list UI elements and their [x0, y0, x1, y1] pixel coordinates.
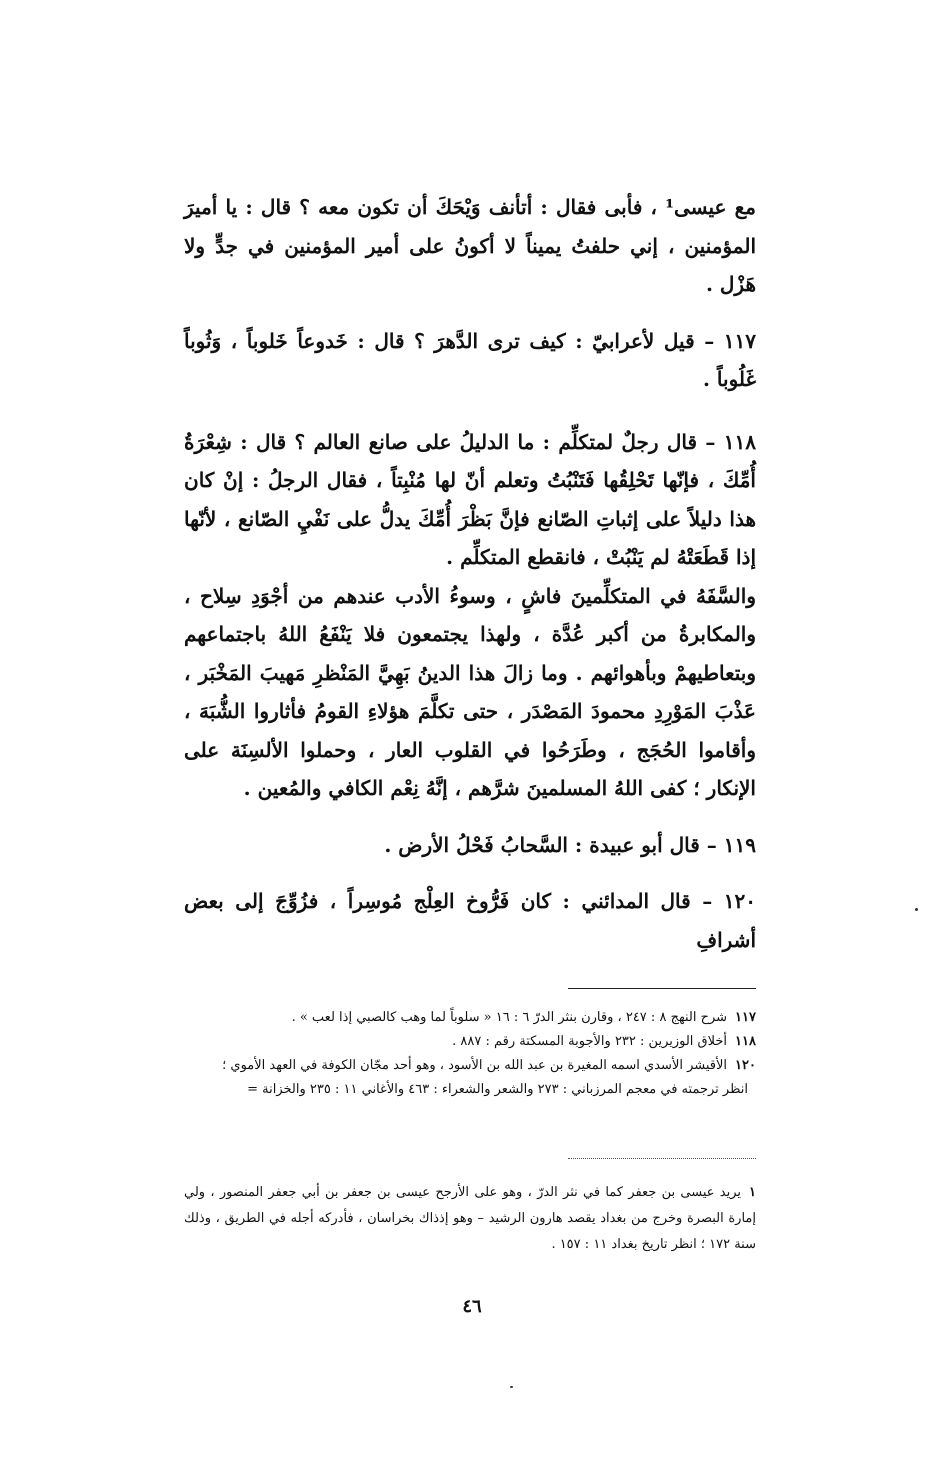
reference-line: ١٢٠الأقيشر الأسدي اسمه المغيرة بن عبد الله بن الأسود ، وهو أحد مجّان الكوفة في العهد الأموي ؛: [222, 1058, 756, 1073]
anecdote-number: ١١٨: [723, 429, 756, 454]
page-number: ٤٦: [462, 1296, 482, 1317]
footnote-divider: [568, 1158, 756, 1159]
anecdote-number: ١٢٠: [723, 889, 756, 913]
anecdote-120: [184, 882, 756, 959]
paragraph-continuation: مع عيسى¹ ، فأبى فقال : أتأنف وَيْحَكَ أن تكون معه ؟ قال : يا أميرَ المؤمنين ، إني حلفتُ يميناً لا أكونُ على أمير المؤمنين في جدٍّ ولا هَزْل .: [184, 195, 756, 296]
commentary-paragraph: والسَّفَهُ في المتكلِّمينَ فاشٍ ، وسوءُ الأدب عندهم من أجْوَدِ سِلاح ، والمكابرةُ من أكبر عُدَّة ، ولهذا يجتمعون فلا يَنْفَعُ اللهُ باجتماعهم وبتعاطيهمْ وبأهوائهم . وما زالَ هذا الدينُ بَهِيَّ المَنْظرِ مَهيبَ المَخْبَر ، عَذْبَ المَوْرِدِ محمودَ المَصْدَر ، حتى تكلَّمَ هؤلاءِ القومُ فأثاروا الشُّبَهَ ، وأقاموا الحُجَج ، وطَرَحُوا في القلوب العار ، وحملوا الألسِنَة على الإنكار ؛ كفى اللهُ المسلمينَ شرَّهم ، إنَّهُ نِعْم الكافي والمُعين .: [184, 583, 756, 800]
anecdote-118: [184, 423, 756, 577]
reference-line: ١١٧شرح النهج ٨ : ٢٤٧ ، وقارن بنثر الدرّ ٦ : ١٦ « سلوباً لما وهب كالصبي إذا لعب » .: [291, 1010, 756, 1025]
scan-speck: [510, 1386, 513, 1388]
scan-speck: [915, 908, 918, 911]
footnote: [184, 1180, 756, 1258]
references-divider: [568, 988, 756, 989]
anecdote-119: [184, 826, 756, 865]
anecdote-number: ١١٧: [723, 328, 756, 353]
footnote-text: يريد عيسى بن جعفر كما في نثر الدرّ ، وهو على الأرجح عيسى بن جعفر بن أبي جعفر المنصور ، ولي إمارة البصرة وخرج من بغداد يقصد هارون الرشيد – وهو إذذاك بخراسان ، فأدركه أجله في الطريق ، وذلك سنة ١٧٢ ؛ انظر تاريخ بغداد ١١ : ١٥٧ .: [184, 1185, 756, 1252]
anecdote-text: – قال رجلٌ لمتكلِّم : ما الدليلُ على صانع العالم ؟ قال : شِعْرَةُ أُمِّكَ ، فإنّها تَحْلِقُها فَتَنْبُتُ وتعلم أنّ لها مُنْبِتاً ، فقال الرجلُ : إنْ كان هذا دليلاً على إثباتِ الصّانع فإنَّ بَظْرَ أُمِّكَ يدلُّ على نَفْيِ الصّانع ، لأنّها إذا قَطَعَتْهُ لم يَنْبُتْ ، فانقطع المتكلِّم .: [184, 429, 756, 569]
anecdote-text: – قيل لأعرابيّ : كيف ترى الدَّهرَ ؟ قال : خَدوعاً خَلوباً ، وَثُوباً غَلُوباً .: [184, 328, 756, 391]
footnote-number: ١: [749, 1185, 756, 1200]
references-block: [184, 1006, 756, 1102]
anecdote-text: – قال أبو عبيدة : السَّحابُ فَحْلُ الأرض .: [384, 832, 717, 857]
anecdote-117: [184, 322, 756, 399]
anecdote-number: ١١٩: [723, 832, 756, 857]
anecdote-text: – قال المدائني : كان فَرُّوخ العِلْج مُوسِراً ، فزُوِّجَ إلى بعض أشرافِ: [184, 889, 756, 952]
reference-line: ١١٨أخلاق الوزيرين : ٢٣٢ والأجوبة المسكتة رقم : ٨٨٧ .: [452, 1034, 756, 1049]
main-text: [184, 188, 756, 959]
reference-line: انظر ترجمته في معجم المرزباني : ٢٧٣ والشعر والشعراء : ٤٦٣ والأغاني ١١ : ٢٣٥ والخزانة =: [247, 1082, 748, 1097]
